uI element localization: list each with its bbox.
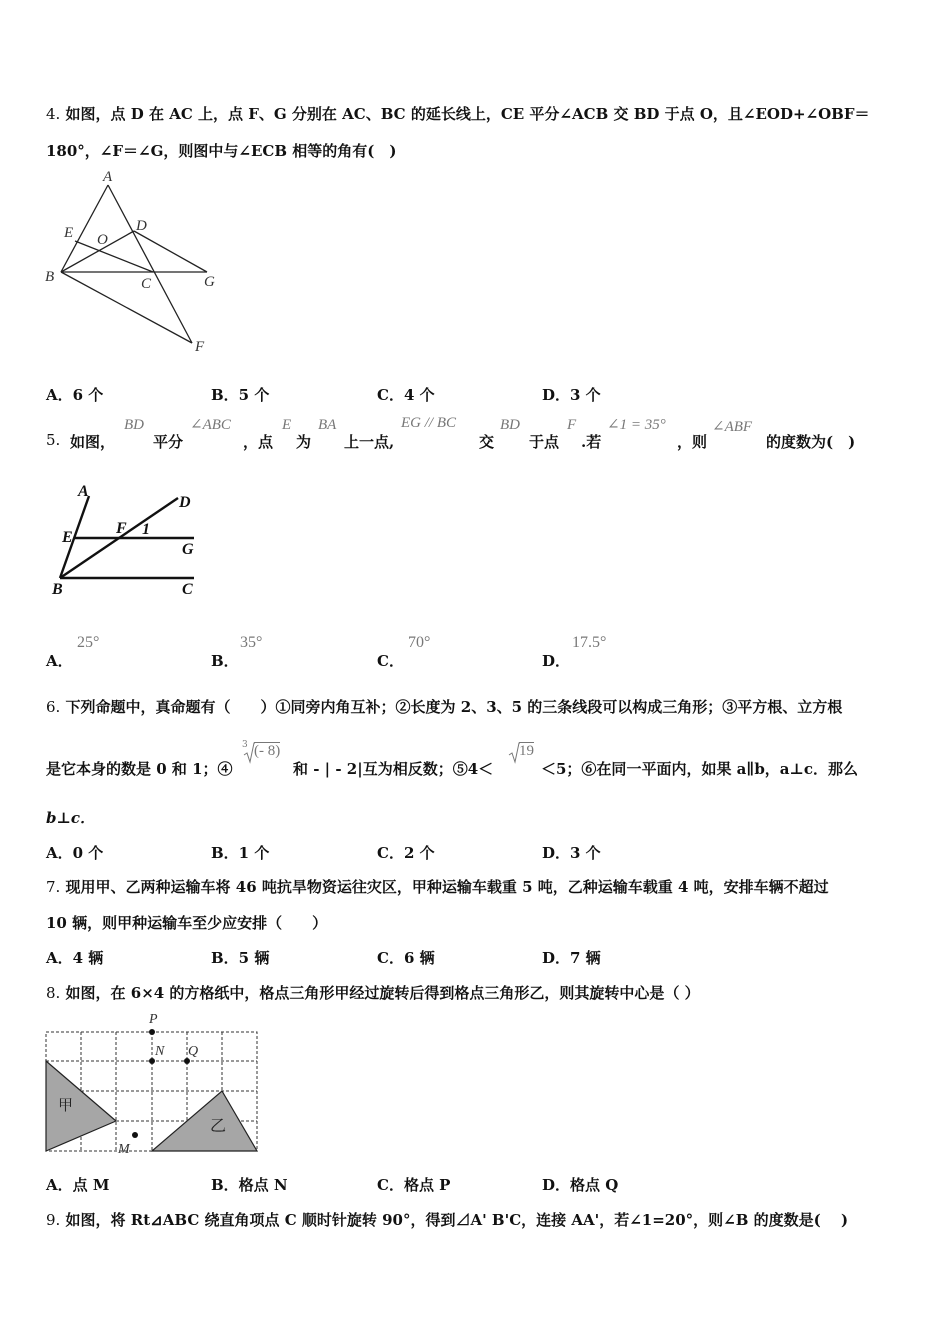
q5-option-b-value[interactable]: 35° xyxy=(240,634,263,651)
q4-label-C: C xyxy=(141,276,152,292)
q5-label-G: G xyxy=(182,541,194,558)
q8-figure xyxy=(40,1005,270,1160)
q6-stem-line3: b⊥c． xyxy=(46,809,96,827)
q8-option-d[interactable]: D．格点 Q xyxy=(542,1176,619,1194)
q5-text-ze: ，则 xyxy=(677,433,708,451)
q5-label-E: E xyxy=(62,529,73,546)
q5-math-abf: ∠ABF xyxy=(712,419,753,435)
q4-stem-line1 xyxy=(46,103,870,124)
q8-label-Q: Q xyxy=(188,1044,199,1059)
q4-label-E: E xyxy=(64,225,74,241)
q6-stem-line2 xyxy=(0,740,950,780)
q5-label-F: F xyxy=(116,520,127,537)
q5-math-ba: BA xyxy=(318,417,337,433)
q5-math-e: E xyxy=(282,417,292,433)
q8-point-M xyxy=(132,1132,138,1138)
q5-option-d-letter[interactable]: D． xyxy=(542,652,571,670)
q5-label-D: D xyxy=(179,494,191,511)
q8-label-M: M xyxy=(118,1142,130,1157)
q8-point-P xyxy=(149,1029,155,1035)
q5-text-ruo: .若 xyxy=(581,433,602,451)
q8-stem-line1 xyxy=(46,982,700,1003)
q4-line-EC xyxy=(75,241,153,272)
q4-figure xyxy=(40,165,230,360)
q6-stem-line1 xyxy=(46,696,842,717)
q6-option-c[interactable]: C．2 个 xyxy=(377,844,435,862)
q5-label-C: C xyxy=(182,581,193,598)
q5-option-c-letter[interactable]: C． xyxy=(377,652,404,670)
q4-option-b[interactable]: B．5 个 xyxy=(211,386,270,404)
q6-option-a[interactable]: A．0 个 xyxy=(46,844,104,862)
q6-option-b[interactable]: B．1 个 xyxy=(211,844,270,862)
q7-option-b[interactable]: B．5 辆 xyxy=(211,949,270,967)
q5-text-dian: ，点 xyxy=(243,433,274,451)
q9-text-line1: 如图，将 Rt⊿ABC 绕直角项点 C 顺时针旋转 90°，得到⊿A' B'C，连接 AA'，若∠1=20°，则∠B 的度数是( ) xyxy=(65,1211,849,1229)
q5-text-intro: 如图， xyxy=(70,433,116,451)
q5-number: 5. xyxy=(46,431,61,449)
q6-text-line1: 下列命题中，真命题有（ ）①同旁内角互补；②长度为 2、3、5 的三条线段可以构成三角形；③平方根、立方根 xyxy=(65,698,843,716)
q5-stem xyxy=(0,410,950,460)
q5-text-yu: 于点 xyxy=(529,433,560,451)
q6-text-line2c: ＜5；⑥在同一平面内，如果 a∥b，a⊥c．那么 xyxy=(541,760,859,778)
q5-options xyxy=(0,630,950,670)
q8-text-line1: 如图，在 6×4 的方格纸中，格点三角形甲经过旋转后得到格点三角形乙，则其旋转中心是（ ） xyxy=(65,984,700,1002)
q5-math-angle1: ∠1 = 35° xyxy=(607,417,666,433)
q5-option-d-value[interactable]: 17.5° xyxy=(572,634,607,651)
q7-option-a[interactable]: A．4 辆 xyxy=(46,949,104,967)
q6-option-d[interactable]: D．3 个 xyxy=(542,844,601,862)
q5-text-wei: 为 xyxy=(296,433,312,451)
q8-option-c[interactable]: C．格点 P xyxy=(377,1176,451,1194)
q4-label-O: O xyxy=(97,232,108,248)
q4-option-d[interactable]: D．3 个 xyxy=(542,386,601,404)
q7-option-d[interactable]: D．7 辆 xyxy=(542,949,601,967)
q5-text-end: 的度数为( ) xyxy=(766,433,856,451)
q4-label-F: F xyxy=(195,339,205,355)
q6-number: 6. xyxy=(46,698,61,716)
q9-stem-line1 xyxy=(46,1209,848,1230)
q5-option-b-letter[interactable]: B． xyxy=(211,652,239,670)
q8-label-yi: 乙 xyxy=(210,1118,227,1135)
q5-text-ping: 平分 xyxy=(153,433,184,451)
q5-label-B: B xyxy=(52,581,63,598)
q7-number: 7. xyxy=(46,878,61,896)
q5-text-jiao: 交 xyxy=(479,433,495,451)
q8-option-b[interactable]: B．格点 N xyxy=(211,1176,288,1194)
q5-label-1: 1 xyxy=(142,521,150,538)
q5-figure xyxy=(40,478,220,603)
q8-option-a[interactable]: A．点 M xyxy=(46,1176,110,1194)
q5-math-bd: BD xyxy=(124,417,144,433)
q7-option-c[interactable]: C．6 辆 xyxy=(377,949,435,967)
q4-line-AF xyxy=(108,185,192,343)
q6-cbrt-radicand: (- 8) xyxy=(254,743,281,759)
q8-label-jia: 甲 xyxy=(58,1098,74,1114)
q4-label-A: A xyxy=(103,169,113,185)
q5-math-abc: ∠ABC xyxy=(190,417,231,433)
q4-number: 4. xyxy=(46,105,61,123)
q4-option-a[interactable]: A．6 个 xyxy=(46,386,104,404)
q4-label-D: D xyxy=(136,218,147,234)
q5-option-a-letter[interactable]: A． xyxy=(46,652,73,670)
q7-stem-line2: 10 辆，则甲种运输车至少应安排（ ） xyxy=(46,914,328,932)
q6-sqrt-radicand: 19 xyxy=(519,743,534,759)
q4-option-c[interactable]: C．4 个 xyxy=(377,386,435,404)
q4-line-DG xyxy=(134,231,207,272)
q4-text-line1: 如图，点 D 在 AC 上，点 F、G 分别在 AC、BC 的延长线上，CE 平分∠ACB 交 BD 于点 O，且∠EOD+∠OBF＝ xyxy=(65,105,870,123)
q4-label-B: B xyxy=(45,269,55,285)
q5-math-bd2: BD xyxy=(500,417,520,433)
q6-cbrt-index: 3 xyxy=(242,740,248,750)
q5-label-A: A xyxy=(78,483,89,500)
q4-label-G: G xyxy=(204,274,215,290)
q8-label-N: N xyxy=(155,1044,165,1059)
q5-math-eg-bc: EG // BC xyxy=(401,415,456,431)
q9-number: 9. xyxy=(46,1211,61,1229)
q5-math-f: F xyxy=(567,417,577,433)
q8-number: 8. xyxy=(46,984,61,1002)
q7-text-line1: 现用甲、乙两种运输车将 46 吨抗旱物资运往灾区，甲种运输车载重 5 吨，乙种运输车载重 4 吨，安排车辆不超过 xyxy=(65,878,829,896)
q5-option-a-value[interactable]: 25° xyxy=(77,634,100,651)
q4-line-BF xyxy=(61,272,192,343)
q6-text-line2a: 是它本身的数是 0 和 1；④ xyxy=(46,760,233,778)
q7-stem-line1 xyxy=(46,876,829,897)
q5-option-c-value[interactable]: 70° xyxy=(408,634,431,651)
q4-stem-line2: 180°，∠F＝∠G，则图中与∠ECB 相等的角有( ) xyxy=(46,142,397,160)
q5-text-shang: 上一点, xyxy=(344,433,395,451)
q8-label-P: P xyxy=(149,1012,158,1027)
q6-text-line2b: 和 - | - 2|互为相反数；⑤4＜ xyxy=(293,760,494,778)
